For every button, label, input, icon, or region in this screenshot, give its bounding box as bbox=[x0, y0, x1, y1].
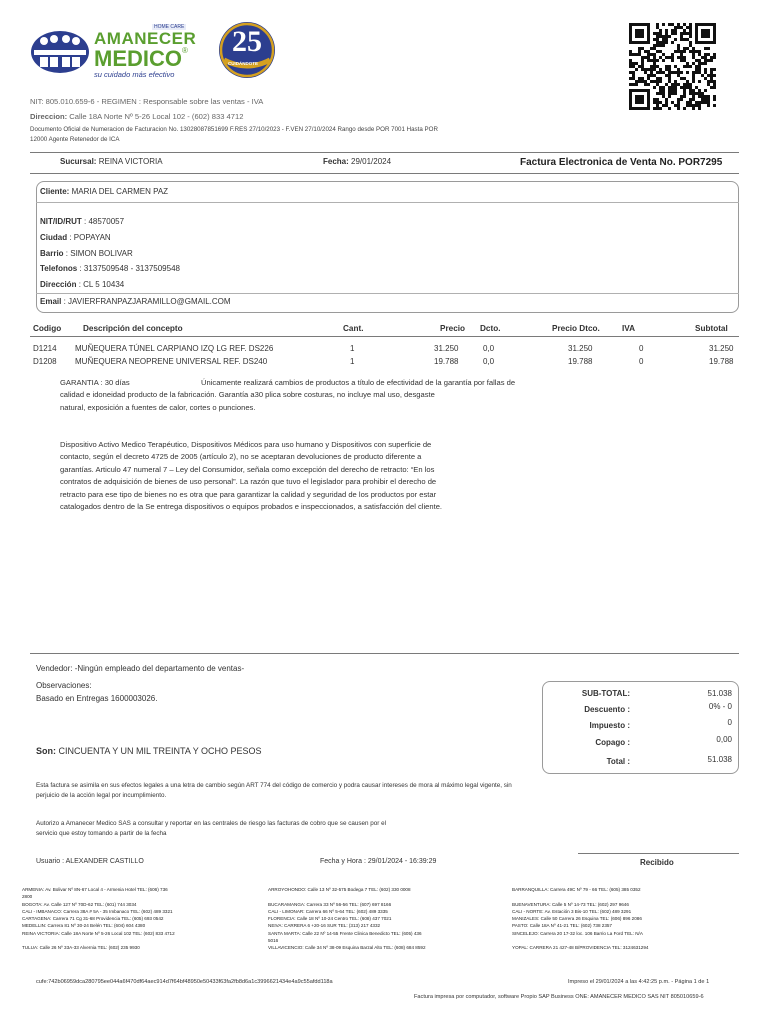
signature-line bbox=[578, 853, 739, 854]
client-name-label: Cliente: bbox=[40, 187, 70, 196]
client-email-label: Email bbox=[40, 297, 62, 306]
observations-value: Basado en Entregas 1600003026. bbox=[36, 694, 158, 703]
brand-line2: MEDICO bbox=[94, 46, 182, 71]
header-divider bbox=[30, 152, 739, 153]
row-iva: 0 bbox=[639, 344, 644, 353]
tax-label: Impuesto : bbox=[589, 721, 630, 730]
tax-value: 0 bbox=[727, 718, 732, 727]
branch-line: FLORENCIA: Calle 18 Nº 10-24 Centro TEL: (608) 437 7021 bbox=[268, 916, 392, 922]
row-descripcion: MUÑEQUERA TÚNEL CARPIANO IZQ LG REF. DS226 bbox=[75, 344, 274, 353]
col-header-subtotal: Subtotal bbox=[695, 324, 728, 333]
invoice-date-value: 29/01/2024 bbox=[351, 157, 392, 166]
branches-col-3 bbox=[512, 886, 742, 952]
total-value: 51.038 bbox=[707, 755, 732, 764]
branch-line: ARROYOHONDO: Calle 13 Nº 32-575 Bodega 7 TEL: (602) 330 0008 bbox=[268, 887, 411, 892]
client-nit-label: NIT/ID/RUT bbox=[40, 217, 82, 226]
guarantee-line3: natural, exposición a fuentes de calor, cortes o punciones. bbox=[60, 403, 256, 412]
observations-label: Observaciones: bbox=[36, 681, 92, 690]
branch-line bbox=[22, 937, 252, 944]
invoice-divider bbox=[30, 173, 739, 174]
client-email-divider bbox=[36, 293, 739, 294]
branch-line: YOPAL: CARRERA 21 427-48 B/PROVIDENCIA TEL: 3124631294 bbox=[512, 945, 649, 951]
resolution-line1: Documento Oficial de Numeracion de Facturacion No. 13028087851699 F.RES 27/10/2023 - F.VEN 27/10/2024 Rango desde POR 7001 Hasta POR bbox=[30, 126, 438, 133]
branch-line: CALI - IMBANACO: Carrera 38A # 5A - 35 Imbanaco TEL: (602) 489 3321 bbox=[22, 908, 173, 914]
copay-label: Copago : bbox=[595, 738, 630, 747]
device-note-line1: Dispositivo Activo Medico Terapéutico, Dispositivos Médicos para uso humano y Dispositivos con superficie de bbox=[60, 440, 432, 449]
branch-line: SINCELEJO: Carrera 20 17-32 loc. 106 Barrio La Ford TEL: N/A bbox=[512, 930, 643, 936]
row-codigo: D1214 bbox=[33, 344, 57, 353]
col-header-dcto: Dcto. bbox=[480, 324, 501, 333]
brand-line2-wrap bbox=[94, 46, 188, 72]
branch-line bbox=[512, 893, 742, 900]
branch-line: CALI - LIMONAR: Carrera 66 Nº 5-64 TEL: (602) 489 3335 bbox=[268, 908, 388, 914]
logo-people-icon bbox=[30, 24, 90, 74]
col-header-precio-dcto: Precio Dtco. bbox=[552, 324, 600, 333]
table-header-divider bbox=[30, 336, 739, 337]
row-subtotal: 19.788 bbox=[709, 357, 734, 366]
client-email-value: : JAVIERFRANPAZJARAMILLO@GMAIL.COM bbox=[63, 297, 231, 306]
row-codigo: D1208 bbox=[33, 357, 57, 366]
branch-line: NEIVA: CARRERA 6 +20-16 SUR TEL: (313) 217 4332 bbox=[268, 923, 381, 929]
device-note-line4: contratos de adquisición de bienes de uso personal”. La razón que tuvo el legislador para prohibir el derecho de bbox=[60, 477, 437, 486]
branch-line bbox=[268, 893, 498, 900]
user: Usuario : ALEXANDER CASTILLO bbox=[36, 858, 144, 865]
sucursal-label: Sucursal: bbox=[60, 157, 97, 166]
client-email bbox=[40, 297, 231, 306]
branch-line: SANTA MARTA: Calle 22 Nº 14-55 Frente Clinica Benedicto TEL: (605) 436 bbox=[268, 930, 422, 936]
sucursal-value: REINA VICTORIA bbox=[98, 157, 163, 166]
client-city-value: : POPAYAN bbox=[69, 233, 111, 242]
discount-value: 0% - 0 bbox=[708, 702, 732, 711]
anniversary-seal bbox=[210, 20, 284, 80]
client-address bbox=[40, 280, 124, 289]
client-barrio bbox=[40, 249, 133, 258]
client-divider bbox=[36, 202, 739, 203]
cufe-code: cufe:742b06959dca280795ee044a6f470df64aec914d7f64bf48950e50433f63fa2fb8d6a1c3996621434e4a9c55afdd118a bbox=[36, 979, 333, 985]
address-label: Direccion: bbox=[30, 112, 68, 121]
branch-line: ARMENIA: Av. Bolivar Nº 8N-67 Local 4 - Armenia Hotel TEL: (606) 736 bbox=[22, 887, 168, 892]
device-note-line6: catalogados dentro de la Se entrega dispositivos o equipos probados e inspeccionados, a satisfacción del cliente. bbox=[60, 502, 443, 511]
row-cant: 1 bbox=[350, 357, 355, 366]
anniversary-number: 25 bbox=[232, 25, 262, 58]
client-city bbox=[40, 233, 111, 242]
row-descripcion: MUÑEQUERA NEOPRENE UNIVERSAL REF. DS240 bbox=[75, 357, 268, 366]
received-label: Recibido bbox=[640, 858, 674, 867]
client-phones-value: : 3137509548 - 3137509548 bbox=[79, 264, 180, 273]
row-precio-dcto: 19.788 bbox=[568, 357, 593, 366]
row-precio: 31.250 bbox=[434, 344, 459, 353]
copay-value: 0,00 bbox=[716, 735, 732, 744]
branches-col-1 bbox=[22, 886, 252, 952]
row-precio: 19.788 bbox=[434, 357, 459, 366]
col-header-descripcion: Descripción del concepto bbox=[83, 324, 183, 333]
branch-line: CARTAGENA: Carrera 71 Cg 31-68 Providencia TEL: (605) 693 0542 bbox=[22, 916, 164, 922]
sucursal bbox=[60, 157, 163, 166]
branch-line: TULUA: Calle 26 Nº 33A-33 Alvernia TEL: (602) 235 9930 bbox=[22, 945, 140, 951]
discount-label: Descuento : bbox=[584, 705, 630, 714]
client-name-value: MARIA DEL CARMEN PAZ bbox=[71, 187, 169, 196]
branch-line: PASTO: Calle 18A Nº 41-21 TEL: (602) 738 2357 bbox=[512, 923, 612, 929]
brand-top-tag: HOME CARE bbox=[154, 24, 185, 30]
client-name bbox=[40, 187, 168, 196]
anniversary-label: CUIDÁNDOTE bbox=[228, 61, 258, 66]
brand-slogan: su cuidado más efectivo bbox=[94, 70, 175, 79]
invoice-date-label: Fecha: bbox=[323, 157, 349, 166]
address-value: Calle 18A Norte Nº 5-26 Local 102 - (602) 833 4712 bbox=[69, 112, 244, 121]
client-barrio-value: : SIMON BOLIVAR bbox=[65, 249, 133, 258]
legal-line2: perjuicio de la acción legal por incumplimiento. bbox=[36, 792, 167, 799]
legal-line3: Autorizo a Amanecer Medico SAS a consultar y reportar en las centrales de riesgo las facturas de cobro que se causen por el bbox=[36, 820, 387, 827]
row-precio-dcto: 31.250 bbox=[568, 344, 593, 353]
branches-col-2 bbox=[268, 886, 498, 952]
seller: Vendedor: -Ningún empleado del departamento de ventas- bbox=[36, 664, 245, 673]
device-note-line3: garantías. Articulo 47 numeral 7 – Ley del Consumidor, señala como excepción del derecho de retracto: “En los bbox=[60, 465, 435, 474]
legal-line4: servicio que estoy tomando a partir de la fecha bbox=[36, 830, 167, 837]
device-note-line2: contacto, según el decreto 4725 de 2005 (artículo 2), no se aceptaran devoluciones de producto diferente a bbox=[60, 452, 422, 461]
brand-line1: AMANECER bbox=[94, 29, 197, 48]
col-header-precio: Precio bbox=[440, 324, 466, 333]
client-phones-label: Telefonos bbox=[40, 264, 78, 273]
amount-in-words-label: Son: bbox=[36, 746, 56, 756]
col-header-cant: Cant. bbox=[343, 324, 364, 333]
guarantee-line2: calidad e idoneidad producto de la fabricación. Garantía a30 plica sobre costuras, no incluye mal uso, desgaste bbox=[60, 390, 435, 399]
legal-line1: Esta factura se asimila en sus efectos legales a una letra de cambio según ART 774 del código de comercio y podra causar intereses de mora al máximo legal vigente, sin bbox=[36, 782, 512, 789]
qr-code-icon bbox=[628, 22, 716, 112]
brand-registered: ® bbox=[182, 46, 188, 55]
client-address-value: : CL 5 10434 bbox=[78, 280, 125, 289]
amount-in-words-value: CINCUENTA Y UN MIL TREINTA Y OCHO PESOS bbox=[58, 746, 262, 756]
row-cant: 1 bbox=[350, 344, 355, 353]
software-note: Factura impresa por computador, software Propio SAP Business ONE: AMANECER MEDICO SAS NIT 805010659-6 bbox=[414, 994, 704, 1000]
guarantee-label: GARANTIA : 30 días bbox=[60, 378, 130, 387]
branch-line: VILLAVICENCIO: Calle 34 Nº 38-09 Esquina Barzal Alto TEL: (608) 684 8592 bbox=[268, 945, 426, 951]
client-barrio-label: Barrio bbox=[40, 249, 64, 258]
row-dcto: 0,0 bbox=[483, 357, 495, 366]
client-city-label: Ciudad bbox=[40, 233, 68, 242]
total-label: Total : bbox=[606, 757, 630, 766]
resolution-line2: 12000 Agente Retenedor de ICA bbox=[30, 136, 120, 143]
client-nit bbox=[40, 217, 124, 226]
invoice-title: Factura Electronica de Venta No. POR7295 bbox=[520, 157, 723, 168]
row-iva: 0 bbox=[639, 357, 644, 366]
col-header-codigo: Codigo bbox=[33, 324, 62, 333]
branch-line: BUENAVENTURA: Calle 5 Nº 14-73 TEL: (602) 297 9646 bbox=[512, 901, 629, 907]
subtotal-label: SUB-TOTAL: bbox=[581, 689, 630, 698]
print-datetime: Fecha y Hora : 29/01/2024 - 16:39:29 bbox=[320, 858, 437, 865]
printed-on: Impreso el 29/01/2024 a las 4:42:25 p.m. - Página 1 de 1 bbox=[568, 979, 710, 985]
branch-line: 5016 bbox=[268, 938, 279, 944]
branch-line: MANIZALES: Calle 50 Carrera 26 Esquina TEL: (606) 896 2086 bbox=[512, 916, 642, 922]
row-subtotal: 31.250 bbox=[709, 344, 734, 353]
invoice-date bbox=[323, 157, 391, 166]
branch-line: BOGOTA: Av. Calle 127 Nº 70D-62 TEL: (601) 744 3034 bbox=[22, 901, 137, 907]
nit-line: NIT: 805.010.659-6 - REGIMEN : Responsable sobre las ventas - IVA bbox=[30, 97, 264, 106]
row-dcto: 0,0 bbox=[483, 344, 495, 353]
branch-line: REINA VICTORIA: Calle 18A Norte Nº 5-26 Local 102 TEL: (602) 833 4712 bbox=[22, 930, 175, 936]
col-header-iva: IVA bbox=[622, 324, 636, 333]
device-note-line5: retracto para ese tipo de bienes no es otra que para garantizar la calidad y seguridad de los productos por estar bbox=[60, 490, 437, 499]
summary-divider bbox=[30, 653, 739, 654]
amount-in-words bbox=[36, 746, 262, 756]
company-logo bbox=[30, 20, 210, 80]
branch-line: 2800 bbox=[22, 894, 33, 900]
branch-line: CALI - NORTE: Av. Estación 3 Bis-10 TEL: (602) 489 3291 bbox=[512, 908, 632, 914]
subtotal-value: 51.038 bbox=[707, 689, 732, 698]
branch-line bbox=[512, 937, 742, 944]
guarantee-line1: Únicamente realizará cambios de productos a título de efectividad de la garantía por fallas de bbox=[201, 378, 516, 387]
branch-line: MEDELLIN: Carrera 81 Nº 30-24 Belén TEL: (604) 604 4380 bbox=[22, 923, 146, 929]
client-nit-value: : 48570057 bbox=[84, 217, 125, 226]
client-address-label: Dirección bbox=[40, 280, 77, 289]
branch-line: BUCARAMANGA: Carrera 33 Nº 56-56 TEL: (607) 697 8166 bbox=[268, 901, 392, 907]
branch-line: BARRANQUILLA: Carrera 49C Nº 79 - 66 TEL: (605) 385 0352 bbox=[512, 887, 641, 892]
address-line bbox=[30, 112, 243, 121]
client-phones bbox=[40, 264, 180, 273]
